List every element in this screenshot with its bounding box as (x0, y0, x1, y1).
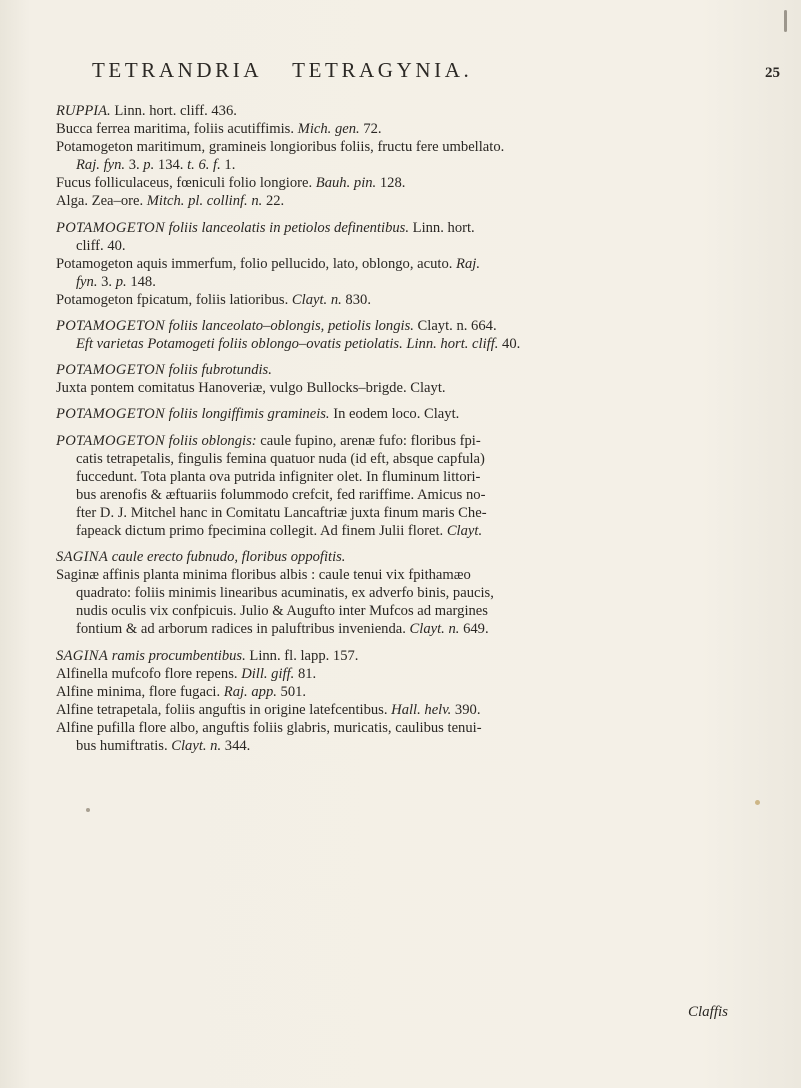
ink-spot (86, 808, 90, 812)
text-line (56, 237, 786, 255)
ink-spot (784, 10, 787, 32)
text-run: fyn. (76, 273, 98, 290)
text-run: Eft varietas Potamogeti foliis oblongo–ovatis petiolatis. Linn. hort. cliff. (76, 336, 499, 353)
text-line (56, 361, 786, 379)
text-line (56, 273, 786, 291)
text-run: Potamogeton fpicatum, foliis latioribus. (56, 291, 292, 308)
genus-name: POTAMOGETON (56, 318, 165, 335)
entry (56, 317, 786, 353)
text-run: catis tetrapetalis, fingulis femina quatuor nuda (id eft, absque capfula) (76, 450, 485, 467)
text-run: cliff. 40. (76, 237, 126, 254)
text-run: 40. (498, 336, 521, 353)
text-run: t. 6. f. (187, 157, 221, 174)
text-run: fapeack dictum primo fpecimina collegit. Ad finem Julii floret. (76, 522, 447, 539)
text-run: Dill. giff. (241, 665, 295, 682)
text-run: 1. (220, 157, 236, 174)
genus-name: POTAMOGETON (56, 432, 165, 449)
text-run: Alfine pufilla flore albo, anguftis foliis glabris, muricatis, caulibus tenui- (56, 719, 482, 736)
text-line (56, 335, 786, 353)
text-line (56, 156, 786, 174)
text-line (56, 620, 786, 638)
text-run: fontium & ad arborum radices in paluftribus invenienda. (76, 621, 410, 638)
text-line (56, 120, 786, 138)
text-line (56, 255, 786, 273)
text-run: 3. (125, 157, 144, 174)
text-run: fter D. J. Mitchel hanc in Comitatu Lancaftriæ juxta finum maris Che- (76, 504, 487, 521)
text-run: Linn. hort. cliff. 436. (110, 103, 237, 119)
entry (56, 548, 786, 638)
text-run: Clayt. n. (171, 738, 222, 754)
running-header (92, 58, 780, 83)
genus-name: SAGINA (56, 647, 109, 664)
text-run: bus humiftratis. (76, 738, 172, 754)
text-run: Raj. (456, 255, 480, 272)
text-run: Clayt. n. (409, 621, 460, 638)
text-line (56, 138, 786, 156)
text-line (56, 219, 786, 237)
header-order-name: TETRAGYNIA. (292, 58, 473, 82)
text-run: Clayt. n. (291, 291, 342, 308)
text-run: Raj. fyn. (76, 157, 126, 174)
text-line (56, 665, 786, 683)
text-run: 134. (154, 157, 188, 174)
text-line (56, 701, 786, 719)
text-line (56, 719, 786, 737)
header-class-name: TETRANDRIA (92, 58, 263, 82)
text-run: foliis fubrotundis. (164, 362, 272, 379)
text-run: Hall. helv. (391, 701, 452, 718)
text-run: Mich. gen. (297, 121, 360, 138)
text-run: 344. (221, 738, 251, 754)
text-run: 649. (459, 621, 489, 638)
text-run: foliis oblongis: (164, 432, 257, 449)
text-run: fuccedunt. Tota planta ova putrida infigniter olet. In fluminum littori- (76, 468, 481, 485)
entry (56, 361, 786, 397)
text-line (56, 566, 786, 584)
text-run: Raj. app. (223, 683, 277, 700)
text-run: RUPPIA. (56, 103, 111, 119)
text-run: Juxta pontem comitatus Hanoveriæ, vulgo Bullocks–brigde. Clayt. (56, 380, 446, 397)
text-run: 81. (294, 665, 317, 682)
genus-name: SAGINA (56, 549, 109, 566)
body-text (56, 102, 786, 763)
text-run: foliis lanceolato–oblongis, petiolis longis. (164, 318, 414, 335)
text-line (56, 317, 786, 335)
text-line (56, 602, 786, 620)
text-run: ramis procumbentibus. (108, 647, 246, 664)
text-run: quadrato: foliis minimis linearibus acuminatis, ex adverfo binis, paucis, (76, 585, 494, 602)
text-line (56, 174, 786, 192)
text-line (56, 584, 786, 602)
text-run: Alga. Zea–ore. (56, 193, 147, 210)
text-run: 148. (126, 273, 156, 290)
text-run: Clayt. n. 664. (413, 318, 497, 335)
text-line (56, 468, 786, 486)
text-line (56, 647, 786, 665)
text-line (56, 379, 786, 397)
text-run: 501. (276, 683, 307, 700)
text-run: caule erecto fubnudo, floribus oppofitis. (108, 549, 346, 566)
text-line (56, 486, 786, 504)
entry (56, 432, 786, 541)
text-line (56, 548, 786, 566)
entry (56, 102, 786, 211)
text-line (56, 450, 786, 468)
text-line (56, 291, 786, 309)
text-line (56, 102, 786, 120)
text-line (56, 405, 786, 423)
text-run: p. (143, 157, 155, 174)
text-run: p. (115, 273, 127, 290)
text-line (56, 432, 786, 450)
text-run: foliis lanceolatis in petiolos definentibus. (164, 219, 410, 236)
ink-spot (755, 800, 760, 805)
text-run: Bauh. pin. (315, 175, 377, 192)
text-run: 830. (341, 291, 371, 308)
text-run: Bucca ferrea maritima, foliis acutiffimis. (56, 121, 298, 138)
text-run: caule fupino, arenæ fufo: floribus fpi- (256, 432, 481, 449)
text-run: nudis oculis vix confpicuis. Julio & Augufto inter Mufcos ad margines (76, 603, 488, 620)
text-line (56, 683, 786, 701)
text-run: Fucus folliculaceus, fœniculi folio longiore. (56, 175, 316, 192)
entry (56, 647, 786, 756)
text-run: 3. (97, 273, 116, 290)
entry (56, 219, 786, 309)
text-run: 72. (359, 121, 382, 138)
text-line (56, 192, 786, 210)
text-line (56, 522, 786, 540)
text-run: Linn. fl. lapp. 157. (245, 647, 359, 664)
text-run: bus arenofis & æftuariis folummodo crefcit, fed rariffime. Amicus no- (76, 486, 486, 503)
text-run: foliis longiffimis gramineis. (164, 406, 330, 423)
text-line (56, 737, 786, 755)
text-run: Alfine minima, flore fugaci. (56, 683, 224, 700)
text-run: Potamogeton aquis immerfum, folio pellucido, lato, oblongo, acuto. (56, 255, 457, 272)
text-run: Potamogeton maritimum, gramineis longioribus foliis, fructu fere umbellato. (56, 139, 505, 156)
text-run: Mitch. pl. collinf. n. (146, 193, 263, 210)
page-number: 25 (765, 65, 780, 81)
text-run: Linn. hort. (409, 219, 475, 236)
text-run: Alfinella mufcofo flore repens. (56, 665, 242, 682)
text-run: Saginæ affinis planta minima floribus albis : caule tenui vix fpithamæo (56, 567, 471, 584)
genus-name: POTAMOGETON (56, 219, 165, 236)
genus-name: POTAMOGETON (56, 406, 165, 423)
text-run: 128. (376, 175, 406, 192)
entry (56, 405, 786, 423)
catchword: Claffis (688, 1004, 729, 1020)
text-run: 390. (451, 701, 481, 718)
text-run: 22. (262, 193, 285, 210)
text-line (56, 504, 786, 522)
text-run: Alfine tetrapetala, foliis anguftis in origine latefcentibus. (56, 701, 392, 718)
text-run: In eodem loco. Clayt. (329, 406, 460, 423)
genus-name: POTAMOGETON (56, 362, 165, 379)
text-run: Clayt. (446, 522, 483, 539)
